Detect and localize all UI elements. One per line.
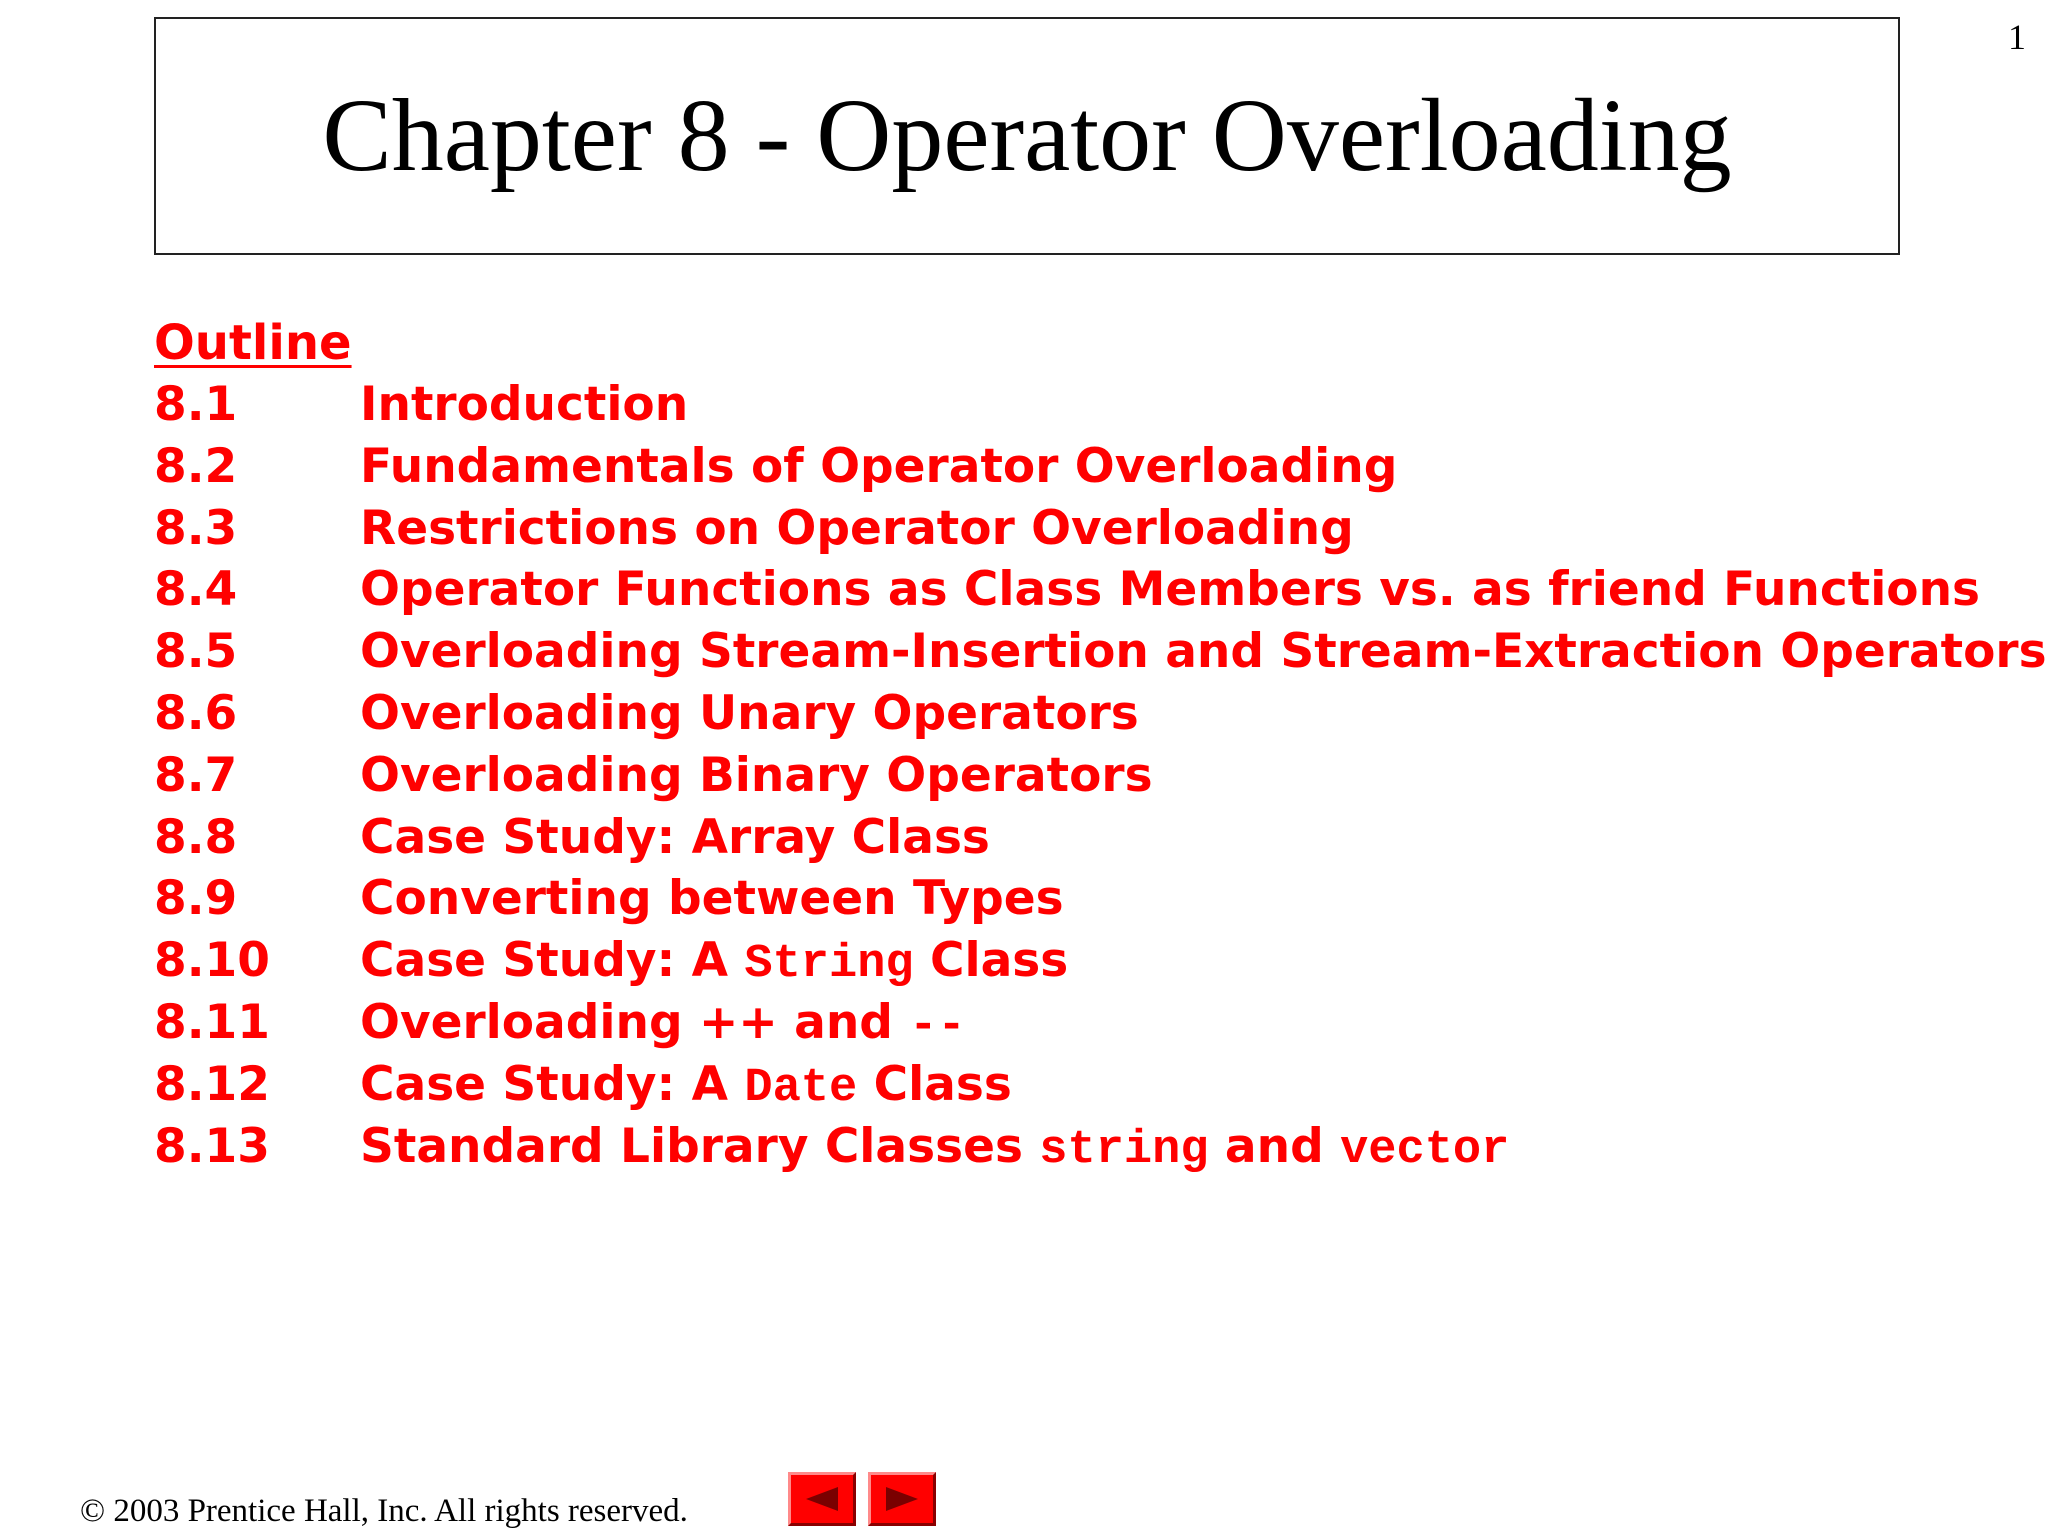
outline-item-number: 8.6 xyxy=(154,685,238,741)
outline-item-title xyxy=(360,992,966,1058)
outline-item xyxy=(154,992,2047,1054)
outline-item xyxy=(154,374,2047,436)
title-text-segment: Overloading Stream-Insertion and Stream-Extraction Operators xyxy=(360,624,2047,680)
code-term: -- xyxy=(909,999,966,1053)
outline-item xyxy=(154,621,2047,683)
outline-list xyxy=(154,374,2047,1177)
outline-item-number: 8.1 xyxy=(154,377,238,432)
outline-item-title xyxy=(360,868,1064,930)
title-text-segment: Case Study: A xyxy=(360,933,745,989)
outline-item-number: 8.4 xyxy=(154,562,238,618)
title-text-segment: Case Study: A xyxy=(360,1056,745,1112)
title-text-segment: Introduction xyxy=(360,377,689,432)
outline-item xyxy=(154,436,2047,498)
title-text-segment: Fundamentals of Operator Overloading xyxy=(360,438,1398,494)
title-text-segment: Overloading ++ and xyxy=(360,994,910,1050)
outline-heading: Outline xyxy=(154,315,352,371)
title-text-segment: Restrictions on Operator Overloading xyxy=(360,500,1354,556)
outline-item xyxy=(154,807,2047,869)
code-term: Date xyxy=(744,1061,858,1115)
outline-item-number: 8.7 xyxy=(154,747,238,803)
code-term: vector xyxy=(1340,1123,1510,1177)
outline-item xyxy=(154,498,2047,560)
outline-item xyxy=(154,930,2047,992)
outline-item xyxy=(154,559,2047,621)
outline-item-number: 8.5 xyxy=(154,624,238,680)
previous-slide-button[interactable] xyxy=(788,1472,856,1526)
outline-item xyxy=(154,745,2047,807)
slide-navigation xyxy=(788,1472,936,1526)
title-text-segment: and xyxy=(1208,1118,1341,1174)
outline xyxy=(154,312,2047,1177)
outline-item-title xyxy=(360,498,1354,560)
outline-item-title xyxy=(360,1116,1509,1182)
outline-item-title xyxy=(360,436,1397,498)
code-term: string xyxy=(1039,1123,1209,1177)
outline-item xyxy=(154,1116,2047,1178)
outline-item-number: 8.10 xyxy=(154,933,270,989)
outline-item-title xyxy=(360,745,1153,807)
next-slide-button[interactable] xyxy=(868,1472,936,1526)
title-text-segment: Class xyxy=(857,1056,1012,1112)
title-text-segment: Overloading Binary Operators xyxy=(360,747,1153,803)
title-text-segment: Case Study: Array Class xyxy=(360,809,990,865)
outline-item-title xyxy=(360,559,1980,621)
outline-item-title xyxy=(360,1054,1012,1120)
outline-item-number: 8.8 xyxy=(154,809,238,865)
outline-item xyxy=(154,1054,2047,1116)
outline-item-number: 8.9 xyxy=(154,871,238,927)
code-term: String xyxy=(744,938,914,992)
slide-number: 1 xyxy=(2008,17,2026,57)
outline-item xyxy=(154,868,2047,930)
outline-item-title xyxy=(360,374,688,436)
outline-item xyxy=(154,683,2047,745)
outline-item-title xyxy=(360,930,1068,996)
left-triangle-icon xyxy=(802,1484,842,1514)
outline-item-title xyxy=(360,621,2047,683)
title-text-segment: Standard Library Classes xyxy=(360,1118,1040,1174)
copyright-footer: © 2003 Prentice Hall, Inc. All rights reserved. xyxy=(80,1493,688,1529)
title-text-segment: Converting between Types xyxy=(360,871,1064,927)
page-title: Chapter 8 - Operator Overloading xyxy=(322,78,1732,193)
right-triangle-icon xyxy=(882,1484,922,1514)
title-box xyxy=(154,17,1900,255)
outline-item-number: 8.12 xyxy=(154,1056,270,1112)
outline-item-number: 8.3 xyxy=(154,500,238,556)
outline-item-title xyxy=(360,683,1139,745)
title-text-segment: Overloading Unary Operators xyxy=(360,685,1139,741)
title-text-segment: Class xyxy=(913,933,1069,989)
outline-item-title xyxy=(360,807,990,869)
outline-item-number: 8.13 xyxy=(154,1118,270,1174)
title-text-segment: Operator Functions as Class Members vs. as friend Functions xyxy=(360,562,1981,618)
outline-item-number: 8.2 xyxy=(154,438,238,494)
outline-item-number: 8.11 xyxy=(154,994,270,1050)
